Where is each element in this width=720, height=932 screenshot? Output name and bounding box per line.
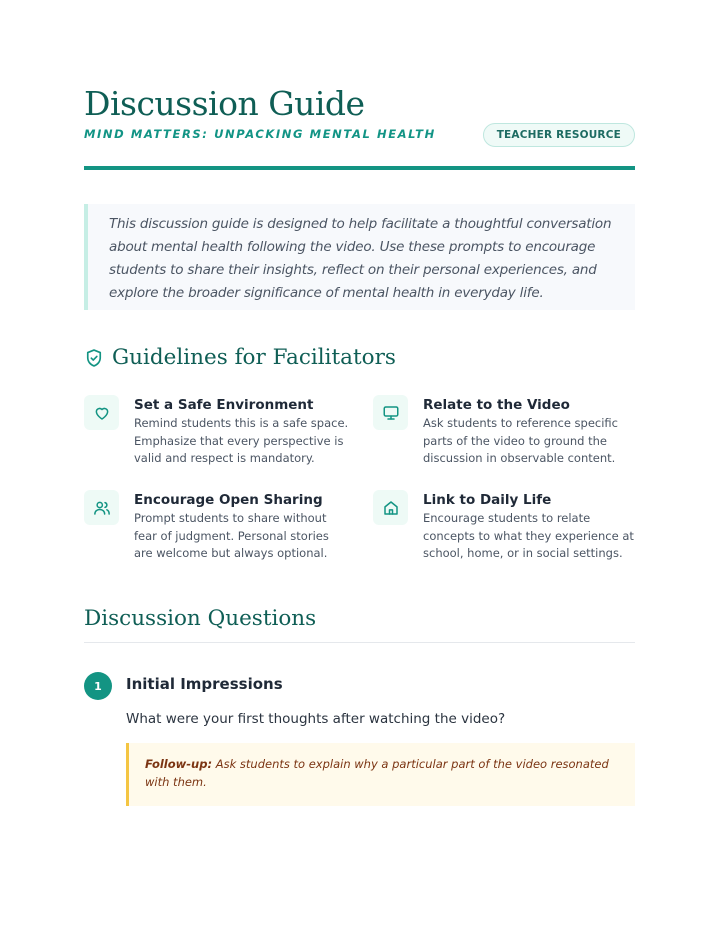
users-icon	[84, 490, 119, 525]
guideline-description: Remind students this is a safe space. Emphasize that every perspective is valid and respect is mandatory.	[134, 416, 349, 465]
guideline-title: Link to Daily Life	[423, 492, 552, 508]
guideline-description: Encourage students to relate concepts to what they experience at school, home, or in social settings.	[423, 511, 634, 560]
guideline-description: Ask students to reference specific parts of the video to ground the discussion in observable content.	[423, 416, 619, 465]
followup-label: Follow-up:	[145, 757, 213, 771]
intro-text: This discussion guide is designed to help facilitate a thoughtful conversation about mental health following the video. Use these prompts to encourage students to share their insights, reflect on their personal experiences, and explore the broader significance of mental health in everyday life.	[109, 216, 612, 301]
page-title: Discussion Guide	[84, 84, 365, 123]
shield-check-icon	[84, 348, 104, 368]
followup-callout	[126, 743, 635, 806]
questions-heading: Discussion Questions	[84, 606, 317, 631]
home-icon	[373, 490, 408, 525]
monitor-icon	[373, 395, 408, 430]
question-text: What were your first thoughts after watching the video?	[126, 711, 506, 727]
question-title: Initial Impressions	[126, 675, 283, 693]
header-divider	[84, 166, 635, 170]
followup-text: Ask students to explain why a particular part of the video resonated with them.	[145, 757, 609, 789]
guideline-title: Set a Safe Environment	[134, 397, 314, 413]
teacher-resource-badge: TEACHER RESOURCE	[483, 123, 635, 147]
page-subtitle: MIND MATTERS: UNPACKING MENTAL HEALTH	[84, 127, 436, 141]
guideline-title: Encourage Open Sharing	[134, 492, 323, 508]
heart-icon	[84, 395, 119, 430]
question-number-badge: 1	[84, 672, 112, 700]
guideline-title: Relate to the Video	[423, 397, 570, 413]
guideline-description: Prompt students to share without fear of judgment. Personal stories are welcome but always optional.	[134, 511, 329, 560]
questions-divider	[84, 642, 635, 643]
guidelines-heading	[84, 345, 396, 370]
guidelines-heading-text: Guidelines for Facilitators	[112, 345, 396, 370]
intro-callout	[84, 204, 635, 310]
